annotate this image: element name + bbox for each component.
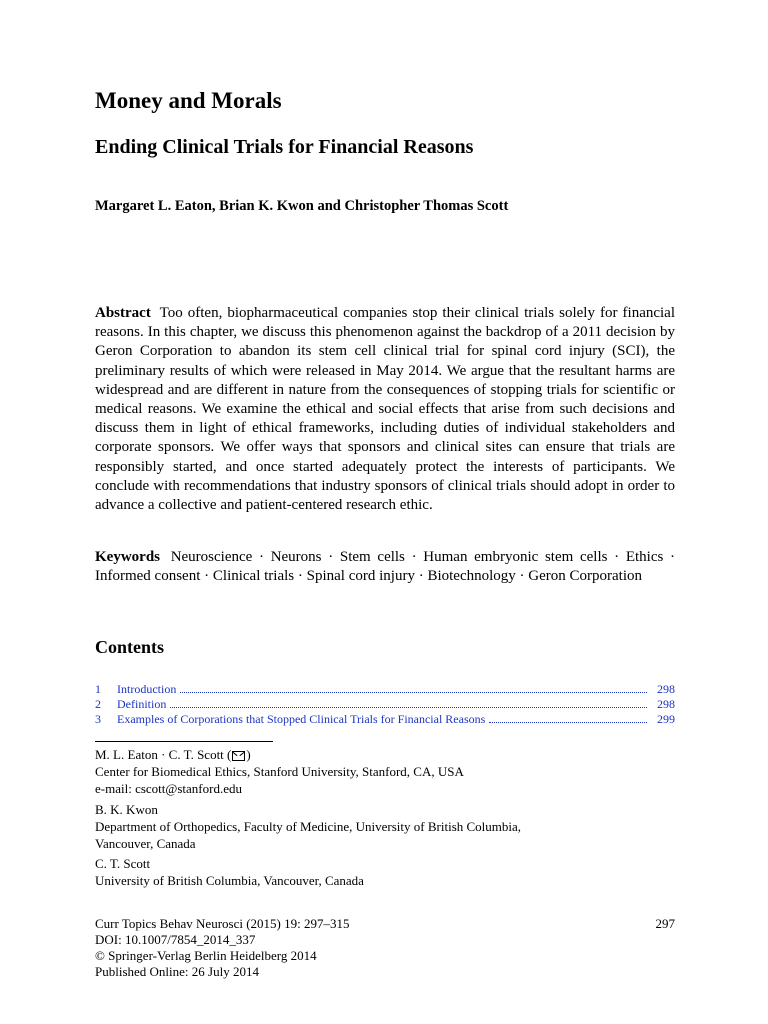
keyword: Biotechnology	[427, 568, 516, 585]
keyword: Clinical trials	[212, 568, 295, 585]
envelope-icon[interactable]	[232, 751, 245, 761]
toc-entry-title[interactable]: Introduction	[117, 682, 177, 696]
toc-entry-number: 3	[95, 712, 101, 726]
keyword: Human embryonic stem cells	[423, 549, 608, 565]
affiliation-names: M. L. Eaton · C. T. Scott ( )	[95, 747, 251, 762]
keyword: Ethics	[625, 549, 664, 565]
toc-entry-introduction[interactable]	[95, 682, 675, 697]
footnote-divider	[95, 741, 273, 742]
affiliation-department: Department of Orthopedics, Faculty of Medicine, University of British Columbia,	[95, 819, 522, 834]
toc-leader-dots	[180, 682, 647, 693]
toc-entry-examples[interactable]	[95, 712, 675, 727]
affiliation-eaton-scott	[95, 746, 675, 797]
affiliation-city: Vancouver, Canada	[95, 836, 196, 851]
keyword-separator: ·	[259, 549, 264, 565]
doi[interactable]: DOI: 10.1007/7854_2014_337	[95, 932, 256, 947]
abstract-label: Abstract	[95, 305, 151, 321]
abstract-text: Too often, biopharmaceutical companies stop their clinical trials solely for financial reasons. In this chapter, we discuss this phenomenon against the backdrop of a 2011 decision by Geron Corporation to abandon its stem cell clinical trial for spinal cord injury (SCI), the preliminary results of which were released in May 2014. We argue that the resultant harms are widespread and are different in nature from the consequences of stopping trials for scientific or medical reasons. We examine the ethical and social effects that arise from such decisions and discuss them in light of ethical frameworks, including duties of individual stakeholders and corporate sponsors. We offer ways that sponsors and clinical sites can ensure that trials are responsibly started, and once started adequately protect the interests of participants. We conclude with recommendations that industry sponsors of clinical trials should adopt in order to advance a collective and patient-centered research ethic.	[95, 305, 676, 514]
keyword: Geron Corporation	[528, 568, 643, 585]
toc-entry-number: 1	[95, 682, 101, 696]
author-list: Margaret L. Eaton, Brian K. Kwon and Christopher Thomas Scott	[95, 198, 509, 214]
keyword: Informed consent	[95, 568, 201, 585]
keyword-separator: ·	[411, 549, 417, 565]
affiliation-names: C. T. Scott	[95, 856, 151, 871]
abstract	[95, 304, 675, 515]
toc-entry-definition[interactable]	[95, 697, 675, 712]
keyword: Neurons	[270, 549, 322, 565]
contents-heading: Contents	[95, 637, 165, 657]
keywords	[95, 548, 675, 586]
copyright: © Springer-Verlag Berlin Heidelberg 2014	[95, 948, 317, 963]
keyword: Stem cells	[339, 549, 405, 565]
page-number: 297	[655, 916, 675, 931]
keywords-list	[95, 549, 675, 584]
affiliation-kwon	[95, 801, 675, 852]
journal-citation: Curr Topics Behav Neurosci (2015) 19: 297–315	[95, 916, 350, 931]
toc-entry-title[interactable]: Definition	[117, 697, 167, 711]
affiliation-department: University of British Columbia, Vancouver, Canada	[95, 873, 364, 888]
keyword-separator: ·	[519, 568, 525, 585]
article-title: Money and Morals	[95, 88, 282, 113]
affiliation-scott	[95, 855, 675, 889]
affiliation-email[interactable]: e-mail: cscott@stanford.edu	[95, 781, 242, 796]
toc-entry-title[interactable]: Examples of Corporations that Stopped Clinical Trials for Financial Reasons	[117, 712, 486, 726]
keyword: Spinal cord injury	[306, 568, 415, 585]
keyword: Neuroscience	[170, 549, 253, 565]
toc-entry-number: 2	[95, 697, 101, 711]
affiliation-department: Center for Biomedical Ethics, Stanford University, Stanford, CA, USA	[95, 764, 464, 779]
keyword-separator: ·	[297, 568, 303, 585]
toc-entry-page[interactable]: 298	[657, 682, 675, 696]
keywords-label: Keywords	[95, 549, 160, 565]
toc-leader-dots	[489, 712, 647, 723]
table-of-contents	[95, 682, 675, 727]
keyword-separator: ·	[614, 549, 620, 565]
toc-entry-page[interactable]: 299	[657, 712, 675, 726]
keyword-separator: ·	[670, 549, 676, 565]
keyword-separator: ·	[328, 549, 334, 565]
toc-entry-page[interactable]: 298	[657, 697, 675, 711]
keyword-separator: ·	[418, 568, 424, 585]
toc-leader-dots	[170, 697, 647, 708]
keyword-separator: ·	[204, 568, 210, 585]
article-subtitle: Ending Clinical Trials for Financial Reasons	[95, 136, 474, 158]
affiliation-names: B. K. Kwon	[95, 802, 158, 817]
published-date: Published Online: 26 July 2014	[95, 964, 259, 979]
citation-footer	[95, 916, 675, 980]
